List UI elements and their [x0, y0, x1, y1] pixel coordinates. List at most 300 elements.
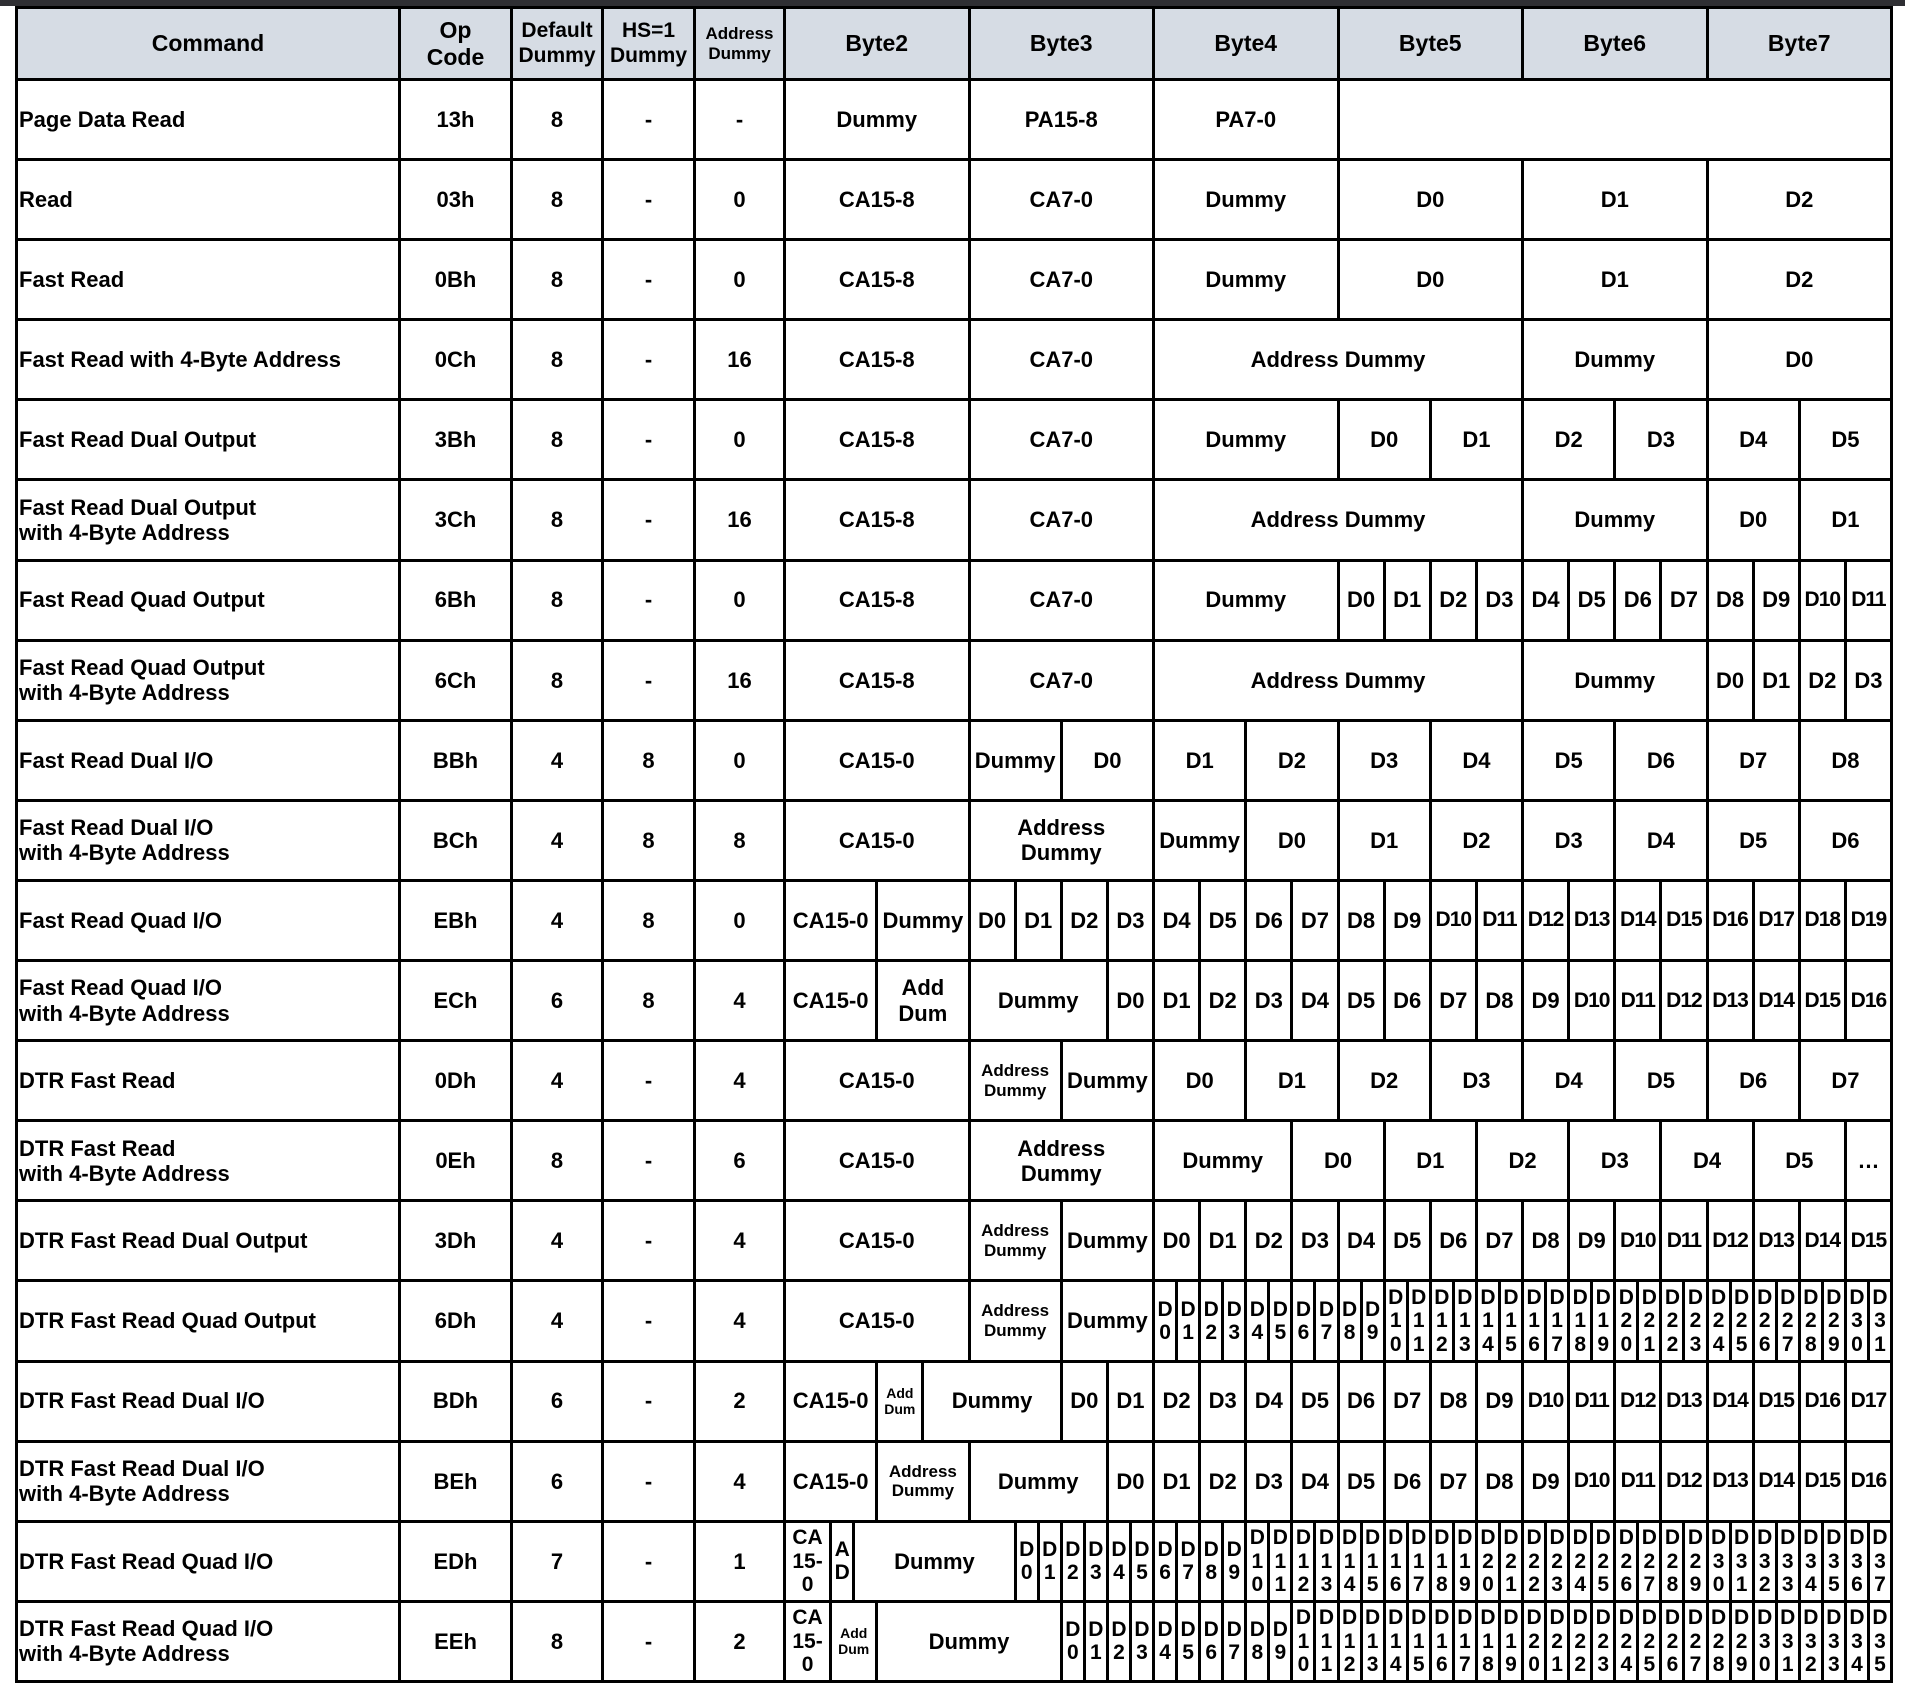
default-dummy-cell: 8 — [510, 1119, 601, 1199]
byte-field-cell: D2 — [1244, 1199, 1290, 1279]
byte-field-cell: CA7-0 — [968, 639, 1153, 719]
hs1-dummy-cell: - — [601, 1039, 693, 1119]
byte-field-cell: D3 — [1337, 719, 1429, 799]
opcode-cell: 6Dh — [398, 1279, 510, 1359]
byte-field-cell: D26 — [1613, 1520, 1636, 1600]
byte-field-cell: D23 — [1682, 1279, 1705, 1359]
command-name: Page Data Read — [15, 78, 398, 158]
byte-field-cell: D11 — [1844, 559, 1890, 639]
byte-field-cell: D0 — [1152, 1199, 1198, 1279]
byte-field-cell: D16 — [1844, 1440, 1890, 1520]
byte-field-cell: D8 — [1521, 1199, 1567, 1279]
byte-field-cell: D4 — [1152, 879, 1198, 959]
byte-field-cell: D5 — [1175, 1600, 1198, 1680]
byte-field-cell: D4 — [1152, 1600, 1175, 1680]
byte-field-cell: D4 — [1244, 1360, 1290, 1440]
byte-field-cell: CA7-0 — [968, 478, 1153, 558]
byte-field-cell: D15 — [1752, 1360, 1798, 1440]
byte-field-cell: D13 — [1706, 959, 1752, 1039]
byte-field-cell: D16 — [1844, 959, 1890, 1039]
hs1-dummy-cell: 8 — [601, 959, 693, 1039]
byte-field-cell: D17 — [1752, 879, 1798, 959]
byte-field-cell: D11 — [1313, 1600, 1336, 1680]
byte-field-cell: D15 — [1659, 879, 1705, 959]
byte-field-cell: D2 — [1244, 719, 1336, 799]
byte-field-cell: D3 — [1198, 1360, 1244, 1440]
address-dummy-cell: 16 — [693, 318, 783, 398]
byte-field-cell: D17 — [1544, 1279, 1567, 1359]
byte-field-cell: D3 — [1129, 1600, 1152, 1680]
byte-field-cell: D2 — [1060, 879, 1106, 959]
command-name: Fast Read — [15, 238, 398, 318]
byte-field-cell: CA15-0 — [783, 1119, 968, 1199]
byte-field-cell: D5 — [1567, 559, 1613, 639]
byte-field-cell: CA15-8 — [783, 318, 968, 398]
byte-field-cell: D5 — [1383, 1199, 1429, 1279]
header-opcode: Op Code — [398, 6, 510, 78]
default-dummy-cell: 4 — [510, 799, 601, 879]
address-dummy-cell: 16 — [693, 639, 783, 719]
byte-field-cell: Dummy — [1152, 799, 1244, 879]
address-dummy-cell: 0 — [693, 719, 783, 799]
byte-field-cell: D0 — [1706, 318, 1891, 398]
byte-field-cell: Dummy — [1521, 639, 1706, 719]
byte-field-cell: D1 — [1383, 559, 1429, 639]
byte-field-cell: D7 — [1313, 1279, 1336, 1359]
opcode-cell: 6Bh — [398, 559, 510, 639]
byte-field-cell: D26 — [1659, 1600, 1682, 1680]
opcode-cell: ECh — [398, 959, 510, 1039]
byte-field-cell: D1 — [1037, 1520, 1060, 1600]
byte-field-cell: D4 — [1659, 1119, 1751, 1199]
command-name: Fast Read with 4-Byte Address — [15, 318, 398, 398]
byte-field-cell: D14 — [1383, 1600, 1406, 1680]
opcode-cell: 13h — [398, 78, 510, 158]
header-byte2: Byte2 — [783, 6, 968, 78]
byte-field-cell: D4 — [1290, 959, 1336, 1039]
byte-field-cell: D13 — [1706, 1440, 1752, 1520]
default-dummy-cell: 4 — [510, 879, 601, 959]
byte-field-cell: D5 — [1337, 959, 1383, 1039]
byte-field-cell: Address Dummy — [968, 1199, 1060, 1279]
hs1-dummy-cell: - — [601, 1600, 693, 1680]
hs1-dummy-cell: - — [601, 78, 693, 158]
opcode-cell: 0Ch — [398, 318, 510, 398]
byte-field-cell: D6 — [1613, 559, 1659, 639]
byte-field-cell: D18 — [1798, 879, 1844, 959]
byte-field-cell: D6 — [1798, 799, 1890, 879]
byte-field-cell: D2 — [1475, 1119, 1567, 1199]
byte-field-cell: D2 — [1152, 1360, 1198, 1440]
byte-field-cell: CA7-0 — [968, 318, 1153, 398]
byte-field-cell: D0 — [1337, 158, 1522, 238]
byte-field-cell: D1 — [1083, 1600, 1106, 1680]
hs1-dummy-cell: - — [601, 478, 693, 558]
header-byte5: Byte5 — [1337, 6, 1522, 78]
command-name: DTR Fast Read Dual Output — [15, 1199, 398, 1279]
byte-field-cell: D6 — [1198, 1600, 1221, 1680]
command-name: Fast Read Quad Output — [15, 559, 398, 639]
byte-field-cell: D31 — [1775, 1600, 1798, 1680]
byte-field-cell: D10 — [1290, 1600, 1313, 1680]
byte-field-cell: CA15-8 — [783, 398, 968, 478]
byte-field-cell: D6 — [1706, 1039, 1798, 1119]
address-dummy-cell: 4 — [693, 1440, 783, 1520]
byte-field-cell: D6 — [1383, 1440, 1429, 1520]
byte-field-cell: CA15-8 — [783, 478, 968, 558]
hs1-dummy-cell: - — [601, 639, 693, 719]
byte-field-cell: D7 — [1706, 719, 1798, 799]
opcode-cell: 3Dh — [398, 1199, 510, 1279]
byte-field-cell: D4 — [1244, 1279, 1267, 1359]
byte-field-cell: D1 — [1383, 1119, 1475, 1199]
byte-field-cell: D5 — [1613, 1039, 1705, 1119]
header-byte4: Byte4 — [1152, 6, 1337, 78]
address-dummy-cell: 0 — [693, 398, 783, 478]
byte-field-cell: D20 — [1521, 1600, 1544, 1680]
byte-field-cell: D3 — [1244, 1440, 1290, 1520]
byte-field-cell: D29 — [1729, 1600, 1752, 1680]
byte-field-cell: D11 — [1267, 1520, 1290, 1600]
byte-field-cell: D7 — [1429, 959, 1475, 1039]
byte-field-cell: D11 — [1613, 959, 1659, 1039]
command-name: DTR Fast Read with 4-Byte Address — [15, 1119, 398, 1199]
byte-field-cell: D5 — [1798, 398, 1890, 478]
byte-field-cell: CA15-8 — [783, 639, 968, 719]
byte-field-cell: Add Dum — [875, 959, 967, 1039]
byte-field-cell: D5 — [1129, 1520, 1152, 1600]
byte-field-cell: CA7-0 — [968, 559, 1153, 639]
byte-field-cell: D0 — [1706, 478, 1798, 558]
byte-field-cell: D9 — [1567, 1199, 1613, 1279]
default-dummy-cell: 8 — [510, 639, 601, 719]
byte-field-cell: D25 — [1729, 1279, 1752, 1359]
byte-field-cell: CA15-0 — [783, 879, 875, 959]
byte-field-cell: D5 — [1752, 1119, 1844, 1199]
byte-field-cell: D7 — [1429, 1440, 1475, 1520]
byte-field-cell: CA15-0 — [783, 1199, 968, 1279]
byte-field-cell: D1 — [1337, 799, 1429, 879]
byte-field-cell: Dummy — [875, 879, 967, 959]
byte-field-cell: Dummy — [1152, 559, 1337, 639]
byte-field-cell: D5 — [1267, 1279, 1290, 1359]
byte-field-cell: CA15-0 — [783, 1360, 875, 1440]
byte-field-cell: D0 — [1106, 1440, 1152, 1520]
byte-field-cell: D12 — [1659, 959, 1705, 1039]
byte-field-cell: D16 — [1706, 879, 1752, 959]
default-dummy-cell: 4 — [510, 1279, 601, 1359]
byte-field-cell: Address Dummy — [1152, 639, 1521, 719]
hs1-dummy-cell: - — [601, 1360, 693, 1440]
byte-field-cell: D7 — [1175, 1520, 1198, 1600]
byte-field-cell: D9 — [1475, 1360, 1521, 1440]
byte-field-cell: D25 — [1636, 1600, 1659, 1680]
byte-field-cell: D23 — [1544, 1520, 1567, 1600]
byte-field-cell: D14 — [1798, 1199, 1844, 1279]
default-dummy-cell: 8 — [510, 318, 601, 398]
byte-field-cell: D18 — [1567, 1279, 1590, 1359]
byte-field-cell: D4 — [1106, 1520, 1129, 1600]
address-dummy-cell: 0 — [693, 158, 783, 238]
byte-field-cell: D9 — [1521, 959, 1567, 1039]
byte-field-cell: Dummy — [1152, 1119, 1290, 1199]
byte-field-cell: D17 — [1406, 1520, 1429, 1600]
hs1-dummy-cell: - — [601, 1520, 693, 1600]
hs1-dummy-cell: - — [601, 158, 693, 238]
byte-field-cell: D4 — [1521, 1039, 1613, 1119]
byte-field-cell: D34 — [1844, 1600, 1867, 1680]
byte-field-cell: D9 — [1383, 879, 1429, 959]
default-dummy-cell: 6 — [510, 1440, 601, 1520]
byte-field-cell: D10 — [1429, 879, 1475, 959]
byte-field-cell: D9 — [1360, 1279, 1383, 1359]
byte-field-cell: PA15-8 — [968, 78, 1153, 158]
byte-field-cell: D4 — [1290, 1440, 1336, 1520]
byte-field-cell: D1 — [1152, 959, 1198, 1039]
byte-field-cell: D3 — [1083, 1520, 1106, 1600]
byte-field-cell: D8 — [1475, 1440, 1521, 1520]
byte-field-cell: D24 — [1706, 1279, 1729, 1359]
address-dummy-cell: 2 — [693, 1360, 783, 1440]
byte-field-cell: D3 — [1844, 639, 1890, 719]
byte-field-cell: D8 — [1475, 959, 1521, 1039]
byte-field-cell: Dummy — [1060, 1279, 1152, 1359]
default-dummy-cell: 7 — [510, 1520, 601, 1600]
byte-field-cell: D8 — [1706, 559, 1752, 639]
byte-field-cell: D27 — [1636, 1520, 1659, 1600]
hs1-dummy-cell: - — [601, 398, 693, 478]
hs1-dummy-cell: 8 — [601, 719, 693, 799]
default-dummy-cell: 8 — [510, 559, 601, 639]
byte-field-cell: CA15-0 — [783, 1600, 829, 1680]
byte-field-cell: PA7-0 — [1152, 78, 1337, 158]
byte-field-cell: D0 — [1706, 639, 1752, 719]
byte-field-cell: D36 — [1844, 1520, 1867, 1600]
byte-field-cell: D20 — [1475, 1520, 1498, 1600]
default-dummy-cell: 8 — [510, 238, 601, 318]
byte-field-cell: D37 — [1867, 1520, 1890, 1600]
address-dummy-cell: 1 — [693, 1520, 783, 1600]
byte-field-cell: Dummy — [852, 1520, 1013, 1600]
byte-field-cell: CA15-8 — [783, 238, 968, 318]
byte-field-cell: D19 — [1590, 1279, 1613, 1359]
byte-field-cell: D21 — [1636, 1279, 1659, 1359]
byte-field-cell: D10 — [1521, 1360, 1567, 1440]
byte-field-cell: D24 — [1567, 1520, 1590, 1600]
byte-field-cell: D4 — [1429, 719, 1521, 799]
byte-field-cell: D1 — [1521, 238, 1706, 318]
byte-field-cell: D13 — [1313, 1520, 1336, 1600]
byte-field-cell: D26 — [1752, 1279, 1775, 1359]
byte-field-cell: D16 — [1429, 1600, 1452, 1680]
default-dummy-cell: 8 — [510, 478, 601, 558]
byte-field-cell: D6 — [1152, 1520, 1175, 1600]
byte-field-cell: D1 — [1429, 398, 1521, 478]
byte-field-cell: Dummy — [1152, 398, 1337, 478]
address-dummy-cell: 16 — [693, 478, 783, 558]
byte-field-cell: D2 — [1337, 1039, 1429, 1119]
byte-field-cell: D0 — [1014, 1520, 1037, 1600]
byte-field-cell: D9 — [1267, 1600, 1290, 1680]
byte-field-cell: D2 — [1198, 959, 1244, 1039]
opcode-cell: BCh — [398, 799, 510, 879]
byte-field-cell: D16 — [1383, 1520, 1406, 1600]
byte-field-cell: D8 — [1337, 879, 1383, 959]
byte-field-cell: CA15-0 — [783, 1279, 968, 1359]
byte-field-cell: CA15-0 — [783, 1039, 968, 1119]
byte-field-cell: D6 — [1337, 1360, 1383, 1440]
command-name: DTR Fast Read Quad Output — [15, 1279, 398, 1359]
byte-field-cell: D2 — [1798, 639, 1844, 719]
command-name: DTR Fast Read Quad I/O — [15, 1520, 398, 1600]
header-address-dummy: Address Dummy — [693, 6, 783, 78]
command-name: Fast Read Dual Output with 4-Byte Address — [15, 478, 398, 558]
opcode-cell: 3Bh — [398, 398, 510, 478]
byte-field-cell: D15 — [1360, 1520, 1383, 1600]
byte-field-cell: D6 — [1613, 719, 1705, 799]
byte-field-cell: D0 — [1060, 1600, 1083, 1680]
byte-field-cell: Dummy — [968, 719, 1060, 799]
hs1-dummy-cell: - — [601, 1279, 693, 1359]
byte-field-cell: D7 — [1659, 559, 1705, 639]
byte-field-cell: D15 — [1798, 1440, 1844, 1520]
byte-field-cell: D3 — [1567, 1119, 1659, 1199]
byte-field-cell: D1 — [1106, 1360, 1152, 1440]
byte-field-cell: D1 — [1014, 879, 1060, 959]
address-dummy-cell: 0 — [693, 559, 783, 639]
byte-field-cell: CA15-0 — [783, 799, 968, 879]
byte-field-cell: D14 — [1706, 1360, 1752, 1440]
byte-field-cell: D11 — [1567, 1360, 1613, 1440]
opcode-cell: 6Ch — [398, 639, 510, 719]
byte-field-cell: D10 — [1567, 1440, 1613, 1520]
byte-field-cell: D3 — [1290, 1199, 1336, 1279]
byte-field-cell: D11 — [1659, 1199, 1705, 1279]
byte-field-cell: D3 — [1429, 1039, 1521, 1119]
address-dummy-cell: 2 — [693, 1600, 783, 1680]
command-name: Fast Read Dual I/O with 4-Byte Address — [15, 799, 398, 879]
byte-field-cell: D12 — [1429, 1279, 1452, 1359]
header-command: Command — [15, 6, 398, 78]
byte-field-cell: D12 — [1613, 1360, 1659, 1440]
byte-field-cell: D31 — [1867, 1279, 1890, 1359]
byte-field-cell: D21 — [1544, 1600, 1567, 1680]
default-dummy-cell: 8 — [510, 158, 601, 238]
address-dummy-cell: 4 — [693, 1039, 783, 1119]
byte-field-cell: Add Dum — [829, 1600, 875, 1680]
byte-field-cell: D17 — [1452, 1600, 1475, 1680]
command-name: Read — [15, 158, 398, 238]
byte-field-cell: D11 — [1406, 1279, 1429, 1359]
header-default-dummy: Default Dummy — [510, 6, 601, 78]
byte-field-cell: D8 — [1244, 1600, 1267, 1680]
byte-field-cell: D10 — [1383, 1279, 1406, 1359]
default-dummy-cell: 6 — [510, 1360, 601, 1440]
byte-field-cell: D2 — [1429, 799, 1521, 879]
address-dummy-cell: 6 — [693, 1119, 783, 1199]
byte-field-cell: D7 — [1798, 1039, 1890, 1119]
byte-field-cell: D14 — [1752, 1440, 1798, 1520]
opcode-cell: 3Ch — [398, 478, 510, 558]
byte-field-cell: D22 — [1567, 1600, 1590, 1680]
byte-field-cell: D2 — [1706, 158, 1891, 238]
byte-field-cell: D30 — [1752, 1600, 1775, 1680]
byte-field-cell: D29 — [1682, 1520, 1705, 1600]
byte-field-cell: D27 — [1775, 1279, 1798, 1359]
address-dummy-cell: - — [693, 78, 783, 158]
address-dummy-cell: 0 — [693, 238, 783, 318]
byte-field-cell: D1 — [1152, 1440, 1198, 1520]
byte-field-cell: D19 — [1498, 1600, 1521, 1680]
byte-field-cell: D0 — [1337, 238, 1522, 318]
byte-field-cell: D24 — [1613, 1600, 1636, 1680]
byte-field-cell: D28 — [1798, 1279, 1821, 1359]
byte-field-cell: CA7-0 — [968, 158, 1153, 238]
byte-field-cell: D13 — [1659, 1360, 1705, 1440]
header-hs1-dummy: HS=1 Dummy — [601, 6, 693, 78]
command-name: Fast Read Quad Output with 4-Byte Address — [15, 639, 398, 719]
byte-field-cell: Dummy — [1060, 1039, 1152, 1119]
byte-field-cell: D9 — [1221, 1520, 1244, 1600]
byte-field-cell: D30 — [1706, 1520, 1729, 1600]
byte-field-cell: Dummy — [783, 78, 968, 158]
byte-field-cell: D31 — [1729, 1520, 1752, 1600]
byte-field-cell: D5 — [1198, 879, 1244, 959]
byte-field-cell: D33 — [1775, 1520, 1798, 1600]
byte-field-cell: Dummy — [1521, 318, 1706, 398]
byte-field-cell: Dummy — [1152, 238, 1337, 318]
hs1-dummy-cell: - — [601, 559, 693, 639]
byte-field-cell: D5 — [1337, 1440, 1383, 1520]
byte-field-cell: D10 — [1613, 1199, 1659, 1279]
byte-field-cell: D10 — [1798, 559, 1844, 639]
byte-field-cell: D13 — [1567, 879, 1613, 959]
byte-field-cell: D8 — [1337, 1279, 1360, 1359]
byte-field-cell: D2 — [1198, 1279, 1221, 1359]
byte-field-cell: D0 — [1337, 559, 1383, 639]
byte-field-cell: D1 — [1798, 478, 1890, 558]
byte-field-cell: D2 — [1060, 1520, 1083, 1600]
byte-field-cell: D15 — [1798, 959, 1844, 1039]
command-name: DTR Fast Read Dual I/O — [15, 1360, 398, 1440]
opcode-cell: BEh — [398, 1440, 510, 1520]
opcode-cell: EBh — [398, 879, 510, 959]
byte-field-cell: D6 — [1429, 1199, 1475, 1279]
byte-field-cell: D7 — [1383, 1360, 1429, 1440]
byte-field-cell: D14 — [1475, 1279, 1498, 1359]
byte-field-cell: D29 — [1821, 1279, 1844, 1359]
byte-field-cell: D1 — [1244, 1039, 1336, 1119]
byte-field-cell: D18 — [1429, 1520, 1452, 1600]
address-dummy-cell: 0 — [693, 879, 783, 959]
default-dummy-cell: 6 — [510, 959, 601, 1039]
command-name: Fast Read Quad I/O — [15, 879, 398, 959]
byte-field-cell: CA15-0 — [783, 1520, 829, 1600]
byte-field-cell: D7 — [1290, 879, 1336, 959]
byte-field-cell: D5 — [1521, 719, 1613, 799]
byte-field-cell: D1 — [1198, 1199, 1244, 1279]
byte-field-cell: D34 — [1798, 1520, 1821, 1600]
byte-field-cell: D15 — [1406, 1600, 1429, 1680]
command-name: Fast Read Dual Output — [15, 398, 398, 478]
byte-field-cell: AD — [829, 1520, 852, 1600]
byte-field-cell: D13 — [1452, 1279, 1475, 1359]
hs1-dummy-cell: 8 — [601, 879, 693, 959]
byte-field-cell: Address Dummy — [875, 1440, 967, 1520]
byte-field-cell: D2 — [1706, 238, 1891, 318]
hs1-dummy-cell: - — [601, 1440, 693, 1520]
byte-field-cell: D8 — [1429, 1360, 1475, 1440]
